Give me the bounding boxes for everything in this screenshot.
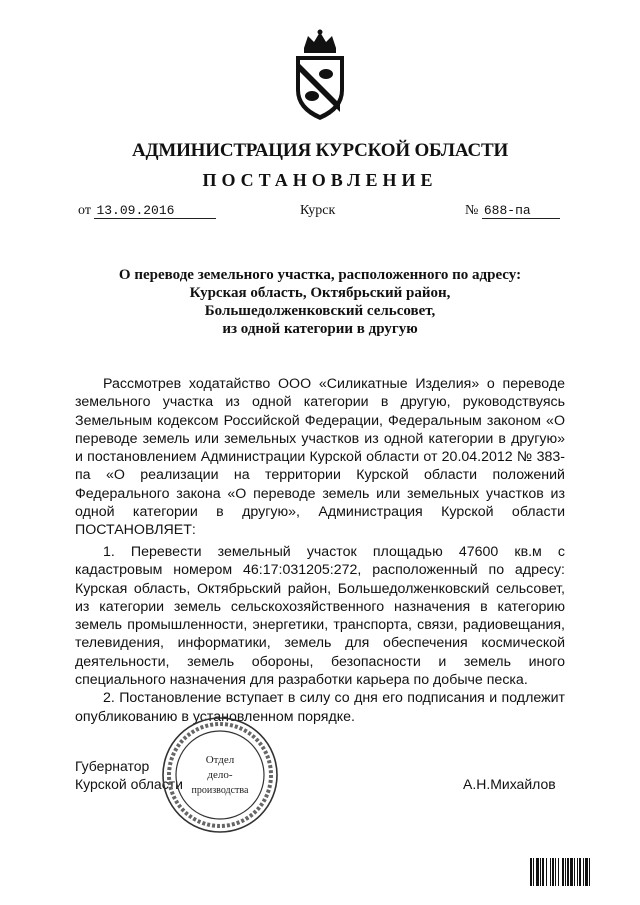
position-line: Губернатор (75, 758, 150, 774)
kursk-coat-of-arms-icon (286, 28, 354, 124)
office-stamp (160, 715, 280, 835)
barcode-bar (558, 858, 559, 886)
barcode-bar (533, 858, 534, 886)
stamp-line: производства (191, 785, 249, 796)
signatory-name: А.Н.Михайлов (463, 776, 556, 792)
stamp-line: дело- (207, 769, 233, 781)
document-type: ПОСТАНОВЛЕНИЕ (202, 170, 438, 190)
date-prefix: от (78, 203, 91, 218)
number-prefix: № (465, 203, 479, 218)
barcode-bar (552, 858, 554, 886)
barcode-bar (570, 858, 573, 886)
barcode-bar (540, 858, 541, 886)
barcode-bar (585, 858, 588, 886)
resolution-section (75, 543, 565, 726)
organization-name: АДМИНИСТРАЦИЯ КУРСКОЙ ОБЛАСТИ (131, 140, 509, 161)
city: Курск (300, 203, 336, 218)
barcode-bar (536, 858, 539, 886)
barcode-bar (583, 858, 584, 886)
barcode-bar (579, 858, 581, 886)
barcode-bar (546, 858, 547, 886)
preamble-section (75, 375, 565, 540)
resolution-item-2: 2. Постановление вступает в силу со дня его подписания и подлежит опубликованию в установленном порядке. (75, 690, 565, 725)
resolution-item-1: 1. Перевести земельный участок площадью 47600 кв.м с кадастровым номером 46:17:031205:272, расположенный по адресу: Курская область, Октябрьский район, Большедолженковский сельсовет, из категории земель сельскохозяйственного назначения в категорию земель промышленности, энергетики, транспорта, связи, радиовещания, телевидения, информатики, земель для обеспечения космической деятельности, земель обороны, безопасности и земель иного специального назначения для разработки карьера по добыче песка. (75, 544, 565, 689)
barcode-bar (530, 858, 532, 886)
document-title (0, 266, 640, 338)
number-field (465, 203, 560, 219)
barcode-bar (565, 858, 566, 886)
barcode-icon (530, 858, 626, 886)
barcode-bar (567, 858, 569, 886)
title-line: О переводе земельного участка, расположенного по адресу: (118, 267, 522, 283)
document-number: 688-па (482, 203, 560, 219)
barcode-bar (562, 858, 564, 886)
barcode-bar (550, 858, 551, 886)
date-field (78, 203, 216, 219)
title-line: Большедолженковский сельсовет, (204, 303, 436, 319)
stamp-line: Отдел (205, 754, 235, 766)
title-line: из одной категории в другую (222, 321, 418, 337)
barcode-bar (577, 858, 578, 886)
barcode-bar (542, 858, 544, 886)
title-line: Курская область, Октябрьский район, (189, 285, 451, 301)
position-line: Курской области (75, 776, 183, 792)
document-date: 13.09.2016 (94, 203, 216, 219)
preamble-paragraph: Рассмотрев ходатайство ООО «Силикатные Изделия» о переводе земельного участка из одной категории в другую, руководствуясь Земельным кодексом Российской Федерации, Федеральным законом «О переводе земель или земельных участков из одной категории в другую» и постановлением Администрации Курской области от 20.04.2012 № 383-па «О реализации на территории Курской области положений Федерального закона «О переводе земель или земельных участков из одной категории в другую», Администрация Курской области ПОСТАНОВЛЯЕТ: (75, 376, 565, 539)
barcode-bar (555, 858, 556, 886)
barcode-bar (589, 858, 590, 886)
barcode-bar (574, 858, 575, 886)
